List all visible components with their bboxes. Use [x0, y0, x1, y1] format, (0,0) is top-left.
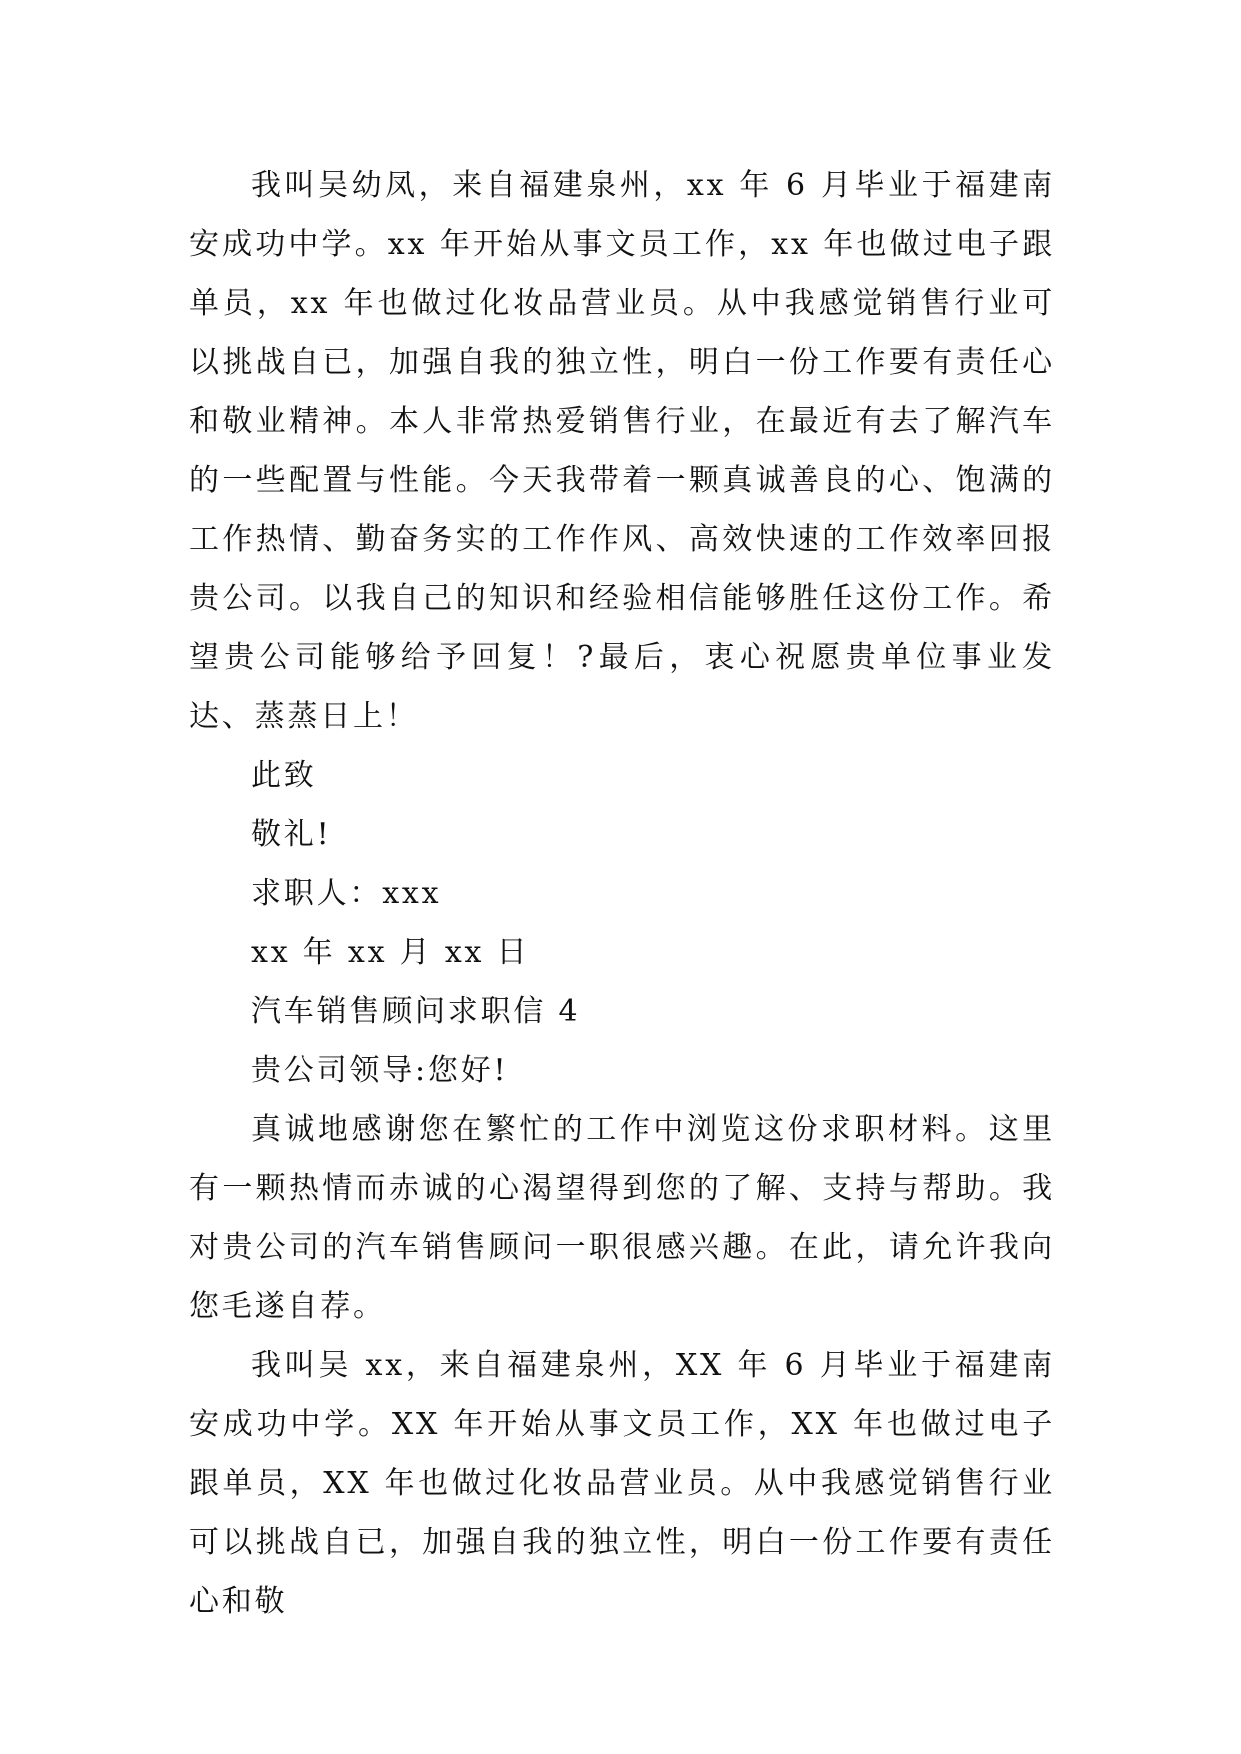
- section-heading: 汽车销售顾问求职信 4: [251, 994, 581, 1029]
- closing-line-2: 敬礼!: [251, 817, 332, 852]
- thanks-paragraph: 真诚地感谢您在繁忙的工作中浏览这份求职材料。这里有一颗热情而赤诚的心渴望得到您的了解、支持与帮助。我对贵公司的汽车销售顾问一职很感兴趣。在此，请允许我向您毛遂自荐。: [189, 1112, 1055, 1324]
- intro-paragraph: 我叫吴幼凤，来自福建泉州，xx 年 6 月毕业于福建南安成功中学。xx 年开始从事文员工作，xx 年也做过电子跟单员，xx 年也做过化妆品营业员。从中我感觉销售行业可以挑战自已，加强自我的独立性，明白一份工作要有责任心和敬业精神。本人非常热爱销售行业，在最近有去了解汽车的一些配置与性能。今天我带着一颗真诚善良的心、饱满的工作热情、勤奋务实的工作作风、高效快速的工作效率回报贵公司。以我自己的知识和经验相信能够胜任这份工作。希望贵公司能够给予回复！?最后，衷心祝愿贵单位事业发达、蒸蒸日上！: [189, 168, 1055, 734]
- document-body: [189, 156, 1055, 1631]
- self-intro-paragraph: 我叫吴 xx，来自福建泉州，XX 年 6 月毕业于福建南安成功中学。XX 年开始从事文员工作，XX 年也做过电子跟单员，XX 年也做过化妆品营业员。从中我感觉销售行业可以挑战自已，加强自我的独立性，明白一份工作要有责任心和敬: [189, 1348, 1055, 1619]
- closing-line-1: 此致: [251, 758, 317, 793]
- salutation-line: 贵公司领导:您好!: [251, 1053, 509, 1088]
- date-line: xx 年 xx 月 xx 日: [251, 935, 530, 970]
- applicant-line: 求职人：xxx: [251, 876, 442, 911]
